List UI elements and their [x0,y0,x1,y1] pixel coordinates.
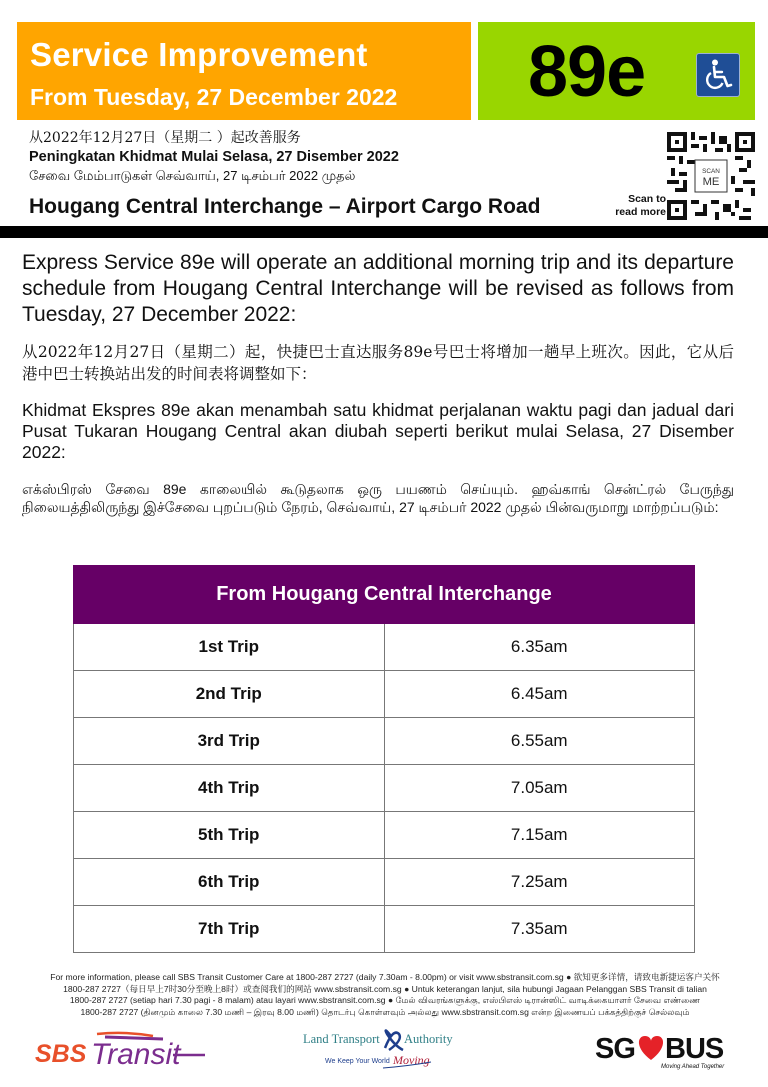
notice-english: Express Service 89e will operate an additional morning trip and its departure schedule from Hougang Central Interchange will be revised as follows from Tuesday, 27 December 2022: [22,251,734,326]
departure-time: 6.45am [384,671,695,718]
table-header: From Hougang Central Interchange [74,566,695,624]
table-row [74,906,695,953]
sg-bus-logo [595,1030,730,1072]
departure-time: 7.35am [384,906,695,953]
departure-time: 6.35am [384,624,695,671]
svg-text:SCAN: SCAN [702,167,720,175]
table-row [74,859,695,906]
footer-line: For more information, please call SBS Transit Customer Care at 1800-287 2727 (daily 7.30am - 8.00pm) or visit www.sbstransit.com.sg ● 欲知更多详情，请致电新捷运客户关怀 [50,972,720,982]
departure-time: 7.25am [384,859,695,906]
svg-text:We Keep Your World: We Keep Your World [325,1058,390,1065]
divider-bar [0,226,768,238]
page-title: Service Improvement [30,36,368,73]
trip-label: 7th Trip [74,906,385,953]
table-row [74,765,695,812]
footer-line: 1800-287 2727 (தினமும் காலை 7.30 மணி – இரவு 8.00 மணி) தொடர்பு கொள்ளவும் அல்லது www.sbstransit.com.sg என்ற இணையப் பக்கத்திற்குச் செல்லவும் [80,1006,690,1017]
subtitle-tamil: சேவை மேம்பாடுகள் செவ்வாய், 27 டிசம்பர் 2022 முதல் [29,168,356,183]
table-header-row [74,566,695,624]
footer-line: 1800-287 2727（每日早上7时30分至晚上8时）或查阅我们的网站 www.sbstransit.com.sg ● Untuk keterangan lanjut, sila hubungi Jagaan Pelanggan SBS Transit di talian [63,983,707,994]
qr-label-line1: Scan to [628,193,666,205]
svg-text:Authority: Authority [404,1032,453,1046]
lta-logo [303,1026,453,1074]
svg-text:Transit: Transit [91,1038,181,1071]
svg-text:Land Transport: Land Transport [303,1032,380,1046]
departure-schedule-table [73,565,695,953]
svg-text:SG: SG [595,1033,635,1065]
table-row [74,624,695,671]
table-row [74,812,695,859]
trip-label: 6th Trip [74,859,385,906]
trip-label: 3rd Trip [74,718,385,765]
sbs-transit-logo [35,1030,210,1072]
trip-label: 5th Trip [74,812,385,859]
footer-contact-info [40,972,730,1018]
trip-label: 1st Trip [74,624,385,671]
table-row [74,671,695,718]
table-row [74,718,695,765]
notice-malay: Khidmat Ekspres 89e akan menambah satu khidmat perjalanan waktu pagi dan jadual dari Pusat Tukaran Hougang Central akan diubah seperti berikut mulai Selasa, 27 Disember 2022: [22,400,734,462]
departure-time: 7.15am [384,812,695,859]
effective-date: From Tuesday, 27 December 2022 [30,84,398,110]
departure-time: 7.05am [384,765,695,812]
wheelchair-icon [696,53,740,97]
service-number: 89e [528,32,646,112]
svg-text:Moving: Moving [393,1053,430,1067]
subtitle-chinese: 从2022年12月27日（星期二 ）起改善服务 [29,130,301,146]
notice-tamil: எக்ஸ்பிரஸ் சேவை 89e காலையில் கூடுதலாக ஒரு பயணம் செய்யும். ஹவ்காங் சென்ட்ரல் பேருந்து நிலையத்திலிருந்து இச்சேவை புறப்படும் நேரம், செவ்வாய், 27 டிசம்பர் 2022 முதல் பின்வருமாறு மாற்றப்படும்: [22,481,734,515]
qr-label-line2: read more [615,206,666,218]
notice-chinese: 从2022年12月27日（星期二）起，快捷巴士直达服务89e号巴士将增加一趟早上班次。因此，它从后港中巴士转换站出发的时间表将调整如下： [22,343,734,383]
svg-text:ME: ME [702,176,720,189]
heart-icon [639,1036,663,1060]
subtitle-malay: Peningkatan Khidmat Mulai Selasa, 27 Disember 2022 [29,149,399,165]
svg-text:SBS: SBS [35,1040,87,1068]
trip-label: 4th Trip [74,765,385,812]
footer-line: 1800-287 2727 (setiap hari 7.30 pagi - 8 malam) atau layari www.sbstransit.com.sg ● மேல் விவரங்களுக்கு, எஸ்பிஎஸ் டிரான்ஸிட் வாடிக்கையாளர் சேவை எண்ணை [69,995,701,1005]
qr-label [600,193,666,219]
trip-label: 2nd Trip [74,671,385,718]
departure-time: 6.55am [384,718,695,765]
qr-code[interactable] [667,132,755,220]
svg-text:Moving Ahead Together: Moving Ahead Together [661,1064,725,1070]
svg-text:BUS: BUS [665,1033,724,1065]
route-title: Hougang Central Interchange – Airport Cargo Road [29,195,541,218]
